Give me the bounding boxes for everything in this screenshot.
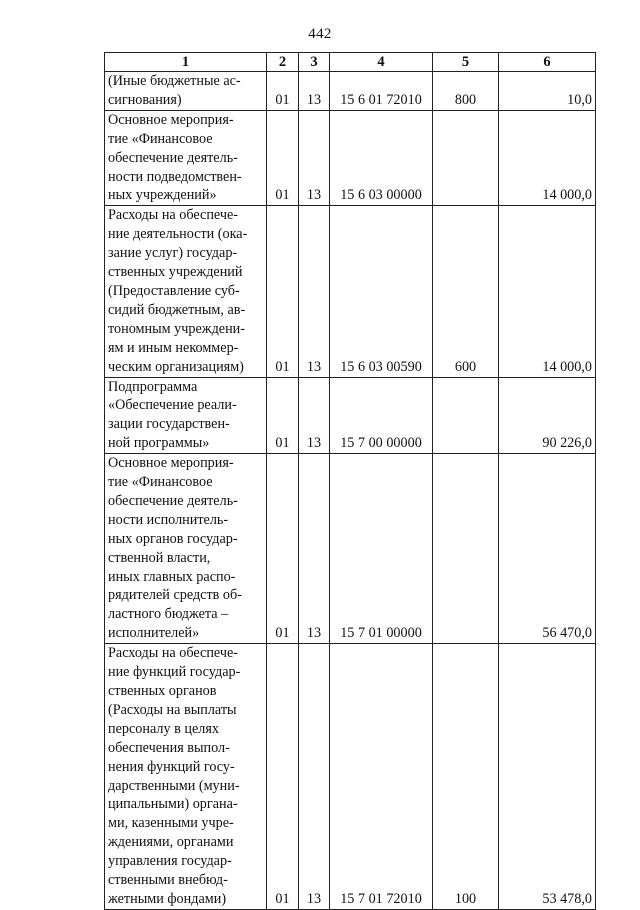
expense-name-line: ципальными) органа- [108,796,238,813]
expense-name-line: зание услуг) государ- [108,245,238,262]
expense-name-line: ственных органов [108,683,217,699]
expense-name-line: управления государ- [108,853,232,870]
table-row [105,644,596,910]
expense-name-cell [105,454,267,644]
table-body [105,72,596,910]
expense-name-line: рядителей средств об- [108,587,242,604]
section-code-cell: 01 [267,644,299,910]
amount-cell: 14 000,0 [499,110,596,206]
column-header-5: 5 [433,53,499,72]
expense-name-line: исполнителей» [108,625,200,642]
amount-cell: 90 226,0 [499,377,596,454]
expense-name-line: Расходы на обеспече- [108,645,239,662]
expense-name-line: «Обеспечение реали- [108,397,237,414]
expense-name-line: ми, казенными учре- [108,815,234,832]
amount-cell: 10,0 [499,72,596,111]
target-article-cell: 15 6 03 00590 [330,206,433,377]
expense-name-line: тие «Финансовое [108,130,213,147]
column-header-6: 6 [499,53,596,72]
expense-name-line: жетными фондами) [108,890,227,907]
table-row [105,110,596,206]
expense-name-line: сигнования) [108,91,182,108]
target-article-cell: 15 7 01 00000 [330,454,433,644]
expense-name-cell [105,72,267,111]
expense-name-line: ственной власти, [108,549,211,566]
expense-name-cell [105,377,267,454]
column-header-4: 4 [330,53,433,72]
column-header-3: 3 [299,53,330,72]
expense-name-line: Основное мероприя- [108,111,234,128]
expense-name-line: ние функций государ- [108,664,241,681]
page-number: 442 [308,26,332,42]
expense-name-line: нения функций госу- [108,758,235,775]
expense-name-line: тономным учреждени- [108,320,245,337]
subsection-code-cell: 13 [299,72,330,111]
column-header-1: 1 [105,53,267,72]
expense-name-line: ной программы» [108,435,210,452]
expense-name-line: ности подведомствен- [108,168,242,185]
expense-name-line: (Предоставление суб- [108,282,240,299]
section-code-cell: 01 [267,110,299,206]
amount-cell: 14 000,0 [499,206,596,377]
expense-type-cell: 600 [433,206,499,377]
subsection-code-cell: 13 [299,206,330,377]
expense-name-line: Подпрограмма [108,378,198,395]
section-code-cell: 01 [267,72,299,111]
subsection-code-cell: 13 [299,454,330,644]
expense-type-cell [433,454,499,644]
expense-type-cell [433,377,499,454]
expense-name-line: Основное мероприя- [108,455,234,472]
expense-type-cell: 100 [433,644,499,910]
expense-name-cell [105,644,267,910]
expense-name-line: ственными внебюд- [108,872,228,889]
expense-name-line: (Расходы на выплаты [108,701,237,718]
table-row [105,377,596,454]
section-code-cell: 01 [267,454,299,644]
subsection-code-cell: 13 [299,110,330,206]
amount-cell: 56 470,0 [499,454,596,644]
expense-name-line: ческим организациям) [108,358,244,375]
table-row [105,454,596,644]
table-row [105,72,596,111]
section-code-cell: 01 [267,377,299,454]
expense-name-line: персоналу в целях [108,720,219,737]
expense-name-line: обеспечения выпол- [108,739,230,756]
expense-name-line: обеспечение деятель- [108,492,238,509]
expense-name-cell [105,206,267,377]
expense-type-cell: 800 [433,72,499,111]
target-article-cell: 15 7 00 00000 [330,377,433,454]
expense-name-line: Расходы на обеспече- [108,207,239,224]
expense-name-line: ластного бюджета – [108,606,229,623]
subsection-code-cell: 13 [299,644,330,910]
subsection-code-cell: 13 [299,377,330,454]
expense-name-line: ственных учреждений [108,264,243,281]
expense-name-line: тие «Финансовое [108,474,213,491]
table-row [105,206,596,377]
expense-name-line: сидий бюджетным, ав- [108,301,246,318]
header-row [105,53,596,72]
expense-name-line: ных учреждений» [108,187,217,204]
expense-name-line: ности исполнитель- [108,511,229,528]
column-header-2: 2 [267,53,299,72]
expense-type-cell [433,110,499,206]
amount-cell: 53 478,0 [499,644,596,910]
expense-name-line: ных органов государ- [108,530,238,547]
expense-name-cell [105,110,267,206]
expense-name-line: ждениями, органами [108,834,234,851]
expense-name-line: ям и иным некоммер- [108,339,239,356]
expense-name-line: иных главных распо- [108,568,236,585]
budget-table [104,52,596,910]
expense-name-line: ние деятельности (ока- [108,226,248,243]
expense-name-line: (Иные бюджетные ас- [108,73,241,89]
expense-name-line: обеспечение деятель- [108,149,238,166]
expense-name-line: зации государствен- [108,416,230,433]
expense-name-line: дарственными (муни- [108,777,240,794]
target-article-cell: 15 7 01 72010 [330,644,433,910]
target-article-cell: 15 6 03 00000 [330,110,433,206]
section-code-cell: 01 [267,206,299,377]
target-article-cell: 15 6 01 72010 [330,72,433,111]
